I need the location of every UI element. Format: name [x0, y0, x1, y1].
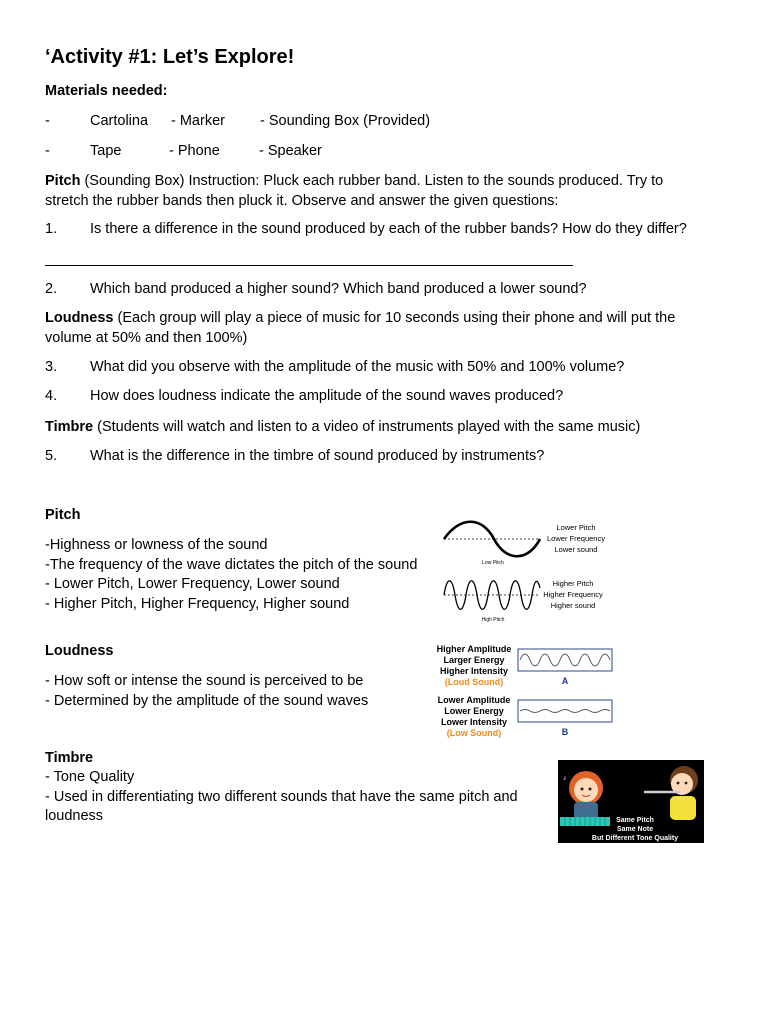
low-label-3: Lower sound — [554, 545, 598, 554]
question-number: 5. — [45, 448, 58, 464]
material-cartolina: Cartolina — [90, 113, 149, 129]
question-text: What is the difference in the timbre of sound produced by instruments? — [90, 448, 545, 464]
pitch-line: - Lower Pitch, Lower Frequency, Lower sound — [45, 576, 340, 592]
high-label-1: Higher Pitch — [552, 579, 594, 588]
question-number: 2. — [45, 281, 58, 297]
pitch-wave-figure — [440, 518, 610, 624]
low-label-2: Lower Frequency — [547, 534, 605, 543]
timbre-label: Timbre — [45, 419, 94, 435]
loud-label-3: Higher Intensity — [439, 666, 509, 676]
soft-letter: B — [561, 727, 569, 737]
question-5 — [0, 448, 768, 468]
low-caption: Low Pitch — [482, 560, 504, 566]
soft-label-3: Lower Intensity — [440, 717, 508, 727]
high-caption: High Pitch — [481, 617, 505, 623]
question-number: 1. — [45, 221, 58, 237]
soft-label-2: Lower Energy — [444, 706, 504, 716]
pitch-section-text — [45, 536, 445, 614]
timbre-section-text — [45, 768, 550, 827]
high-label-2: Higher Frequency — [543, 590, 603, 599]
soft-wave-box — [518, 700, 612, 722]
question-number: 4. — [45, 388, 58, 404]
material-phone: - Phone — [169, 143, 220, 159]
soft-wave — [520, 710, 610, 713]
timbre-instruction-text: (Students will watch and listen to a video of instruments played with the same music) — [93, 419, 641, 435]
high-label-3: Higher sound — [550, 601, 596, 610]
loudness-line: - Determined by the amplitude of the sound waves — [45, 692, 369, 709]
loudness-label: Loudness — [45, 310, 114, 326]
soft-tag: (Low Sound) — [446, 728, 502, 738]
pitch-section-heading: Pitch — [45, 507, 81, 523]
loudness-instruction — [45, 309, 735, 348]
question-text: How does loudness indicate the amplitude of the sound waves produced? — [90, 388, 564, 404]
loud-label-2: Larger Energy — [443, 655, 505, 665]
timbre-caption-1: Same Pitch — [616, 817, 654, 824]
pitch-instruction — [45, 172, 735, 211]
loudness-section-heading: Loudness — [45, 643, 114, 659]
question-text: Is there a difference in the sound produced by each of the rubber bands? How do they differ? — [90, 221, 687, 237]
timbre-line: - Used in differentiating two different sounds that have the same pitch and — [45, 788, 518, 805]
material-speaker: - Speaker — [259, 143, 322, 159]
answer-line — [45, 265, 573, 266]
loudness-section-text — [45, 672, 425, 711]
material-sounding-box: - Sounding Box (Provided) — [260, 113, 431, 129]
loudness-instruction-line2: volume at 50% and then 100%) — [45, 329, 248, 346]
loudness-line: - How soft or intense the sound is perceived to be — [45, 673, 364, 689]
timbre-section-heading: Timbre — [45, 750, 94, 766]
pitch-instruction-line1: (Sounding Box) Instruction: Pluck each rubber band. Listen to the sounds produced. Try to — [80, 173, 664, 189]
timbre-caption-2: Same Note — [616, 826, 654, 833]
bullet-dash: - — [45, 143, 50, 159]
material-marker: - Marker — [171, 113, 225, 129]
pitch-line: -Highness or lowness of the sound — [45, 537, 268, 553]
page-title: ‘Activity #1: Let’s Explore! — [45, 46, 295, 68]
soft-label-1: Lower Amplitude — [437, 695, 511, 705]
loud-tag: (Loud Sound) — [444, 677, 504, 687]
loud-label-1: Higher Amplitude — [436, 644, 512, 654]
timbre-line: loudness — [45, 808, 104, 824]
pitch-line: - Higher Pitch, Higher Frequency, Higher sound — [45, 595, 350, 612]
question-1 — [0, 221, 768, 241]
timbre-illustration — [558, 760, 704, 843]
materials-row-2 — [0, 143, 768, 163]
music-note-icon: ♪ — [563, 775, 567, 782]
question-text: What did you observe with the amplitude of the music with 50% and 100% volume? — [90, 359, 625, 375]
low-label-1: Lower Pitch — [556, 523, 596, 532]
materials-heading: Materials needed: — [45, 83, 168, 99]
girl-face — [574, 778, 598, 802]
material-tape: Tape — [90, 143, 122, 159]
loud-letter: A — [561, 676, 569, 686]
loud-wave-box — [518, 649, 612, 671]
question-2 — [0, 281, 768, 301]
materials-row-1 — [0, 113, 768, 133]
pitch-line: -The frequency of the wave dictates the pitch of the sound — [45, 556, 418, 573]
timbre-caption-3: But Different Tone Quality — [591, 835, 679, 842]
question-3 — [0, 359, 768, 379]
loud-wave — [520, 654, 610, 666]
pitch-instruction-line2: stretch the rubber bands then pluck it. Observe and answer the given questions: — [45, 192, 559, 209]
timbre-instruction — [45, 418, 745, 438]
timbre-line: - Tone Quality — [45, 769, 135, 785]
loudness-wave-figure — [428, 642, 618, 738]
pitch-label: Pitch — [45, 173, 81, 189]
question-text: Which band produced a higher sound? Which band produced a lower sound? — [90, 281, 587, 297]
boy-shirt — [670, 796, 696, 820]
question-4 — [0, 388, 768, 408]
bullet-dash: - — [45, 113, 50, 129]
loudness-instruction-line1: (Each group will play a piece of music for 10 seconds using their phone and will put the — [113, 310, 676, 326]
question-number: 3. — [45, 359, 58, 375]
